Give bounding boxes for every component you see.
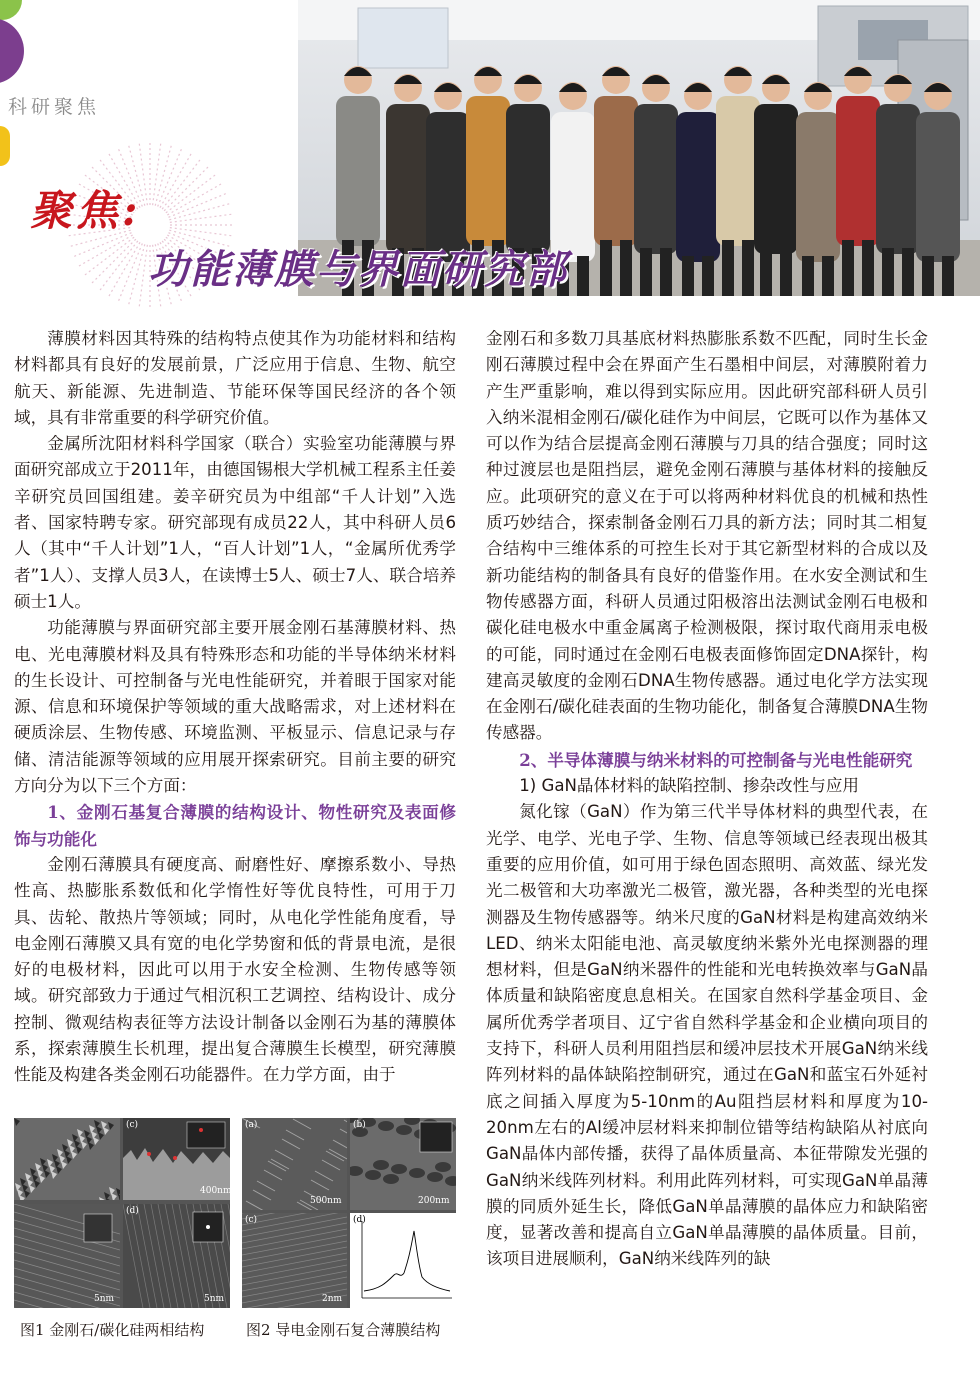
figure-1-caption: 图1 金刚石/碳化硅两相结构	[20, 1321, 205, 1339]
figure-2-scale-2nm: 2nm	[322, 1294, 343, 1304]
figure-2-label-b: (b)	[353, 1120, 366, 1130]
article-right-column	[486, 326, 928, 1273]
figure-1-scale-400nm: 400nm	[200, 1186, 232, 1196]
figure-1-label-c: (c)	[126, 1120, 139, 1130]
figure-1-scale-5nm-right: 5nm	[204, 1294, 225, 1304]
figure-1-panel-d	[123, 1204, 230, 1308]
figure-1-label-d: (d)	[126, 1206, 139, 1216]
paragraph-history: 金属所沈阳材料科学国家（联合）实验室功能薄膜与界面研究部成立于2011年，由德国锡根大学机械工程系主任姜辛研究员回国组建。姜辛研究员为中组部“千人计划”入选者、国家特聘专家。研究部现有成员22人，其中科研人员6人（其中“千人计划”1人，“百人计划”1人，“金属所优秀学者”1人）、支撑人员3人，在读博士5人、硕士7人、联合培养硕士1人。	[14, 434, 456, 611]
heading-direction-1: 1、金刚石基复合薄膜的结构设计、物性研究及表面修饰与功能化	[14, 802, 456, 849]
logo-accent-green	[0, 0, 22, 20]
figure-2-scale-200nm: 200nm	[418, 1196, 450, 1206]
page-title: 功能薄膜与界面研究部	[148, 246, 568, 293]
paragraph-gan: 氮化镓（GaN）作为第三代半导体材料的典型代表，在光学、电学、光电子学、生物、信息等领域已经表现出极其重要的应用价值，如可用于绿色固态照明、高效蓝、绿光发光二极管和大功率激光二极管，激光器，各种类型的光电探测器及生物传感器等。纳米尺度的GaN材料是构建高效纳米LED、纳米太阳能电池、高灵敏度纳米紫外光电探测器的理想材料，但是GaN纳米器件的性能和光电转换效率与GaN晶体质量和缺陷密度息息相关。在国家自然科学基金项目、金属所优秀学者项目、辽宁省自然科学基金和企业横向项目的支持下，科研人员利用阻挡层和缓冲层技术开展GaN纳米线阵列材料的晶体缺陷控制研究，通过在GaN和蓝宝石外延衬底之间插入厚度为5-10nm的Au阻挡层材料和厚度为10-20nm左右的Al缓冲层材料来抑制位错等结构缺陷从衬底向GaN晶体内部传播，获得了晶体质量高、本征带隙发光强的GaN纳米线阵列材料。利用此阵列材料，可实现GaN单晶薄膜的同质外延生长，降低GaN单晶薄膜的晶体应力和缺陷密度，显著改善和提高自立GaN单晶薄膜的晶体质量。目前，该项目进展顺利，GaN纳米线阵列的缺	[486, 802, 928, 1269]
page-title-prefix: 聚焦:	[30, 186, 142, 235]
logo-accent-purple	[0, 18, 30, 84]
figure-1-panel-a	[14, 1118, 120, 1200]
paragraph-diamond-cont: 金刚石和多数刀具基底材料热膨胀系数不匹配，同时生长金刚石薄膜过程中会在界面产生石墨相中间层，对薄膜附着力产生严重影响，难以得到实际应用。因此研究部科研人员引入纳米混相金刚石/碳化硅作为中间层，它既可以作为基体又可以作为结合层提高金刚石薄膜与刀具的结合强度；同时这种过渡层也是阻挡层，避免金刚石薄膜与基体材料的接触反应。此项研究的意义在于可以将两种材料优良的机械和热性质巧妙结合，探索制备金刚石刀具的新方法；同时其二相复合结构中三维体系的可控生长对于其它新型材料的合成以及新功能结构的制备具有良好的借鉴作用。在水安全测试和生物传感器方面，科研人员通过阳极溶出法测试金刚石电极和碳化硅电极水中重金属离子检测极限，探讨取代商用汞电极的可能，同时通过在金刚石电极表面修饰固定DNA探针，构建高灵敏度的金刚石DNA生物传感器。通过电化学方法实现在金刚石/碳化硅表面的生物功能化，制备复合薄膜DNA生物传感器。	[486, 329, 928, 743]
paragraph-intro: 薄膜材料因其特殊的结构特点使其作为功能材料和结构材料都具有良好的发展前景，广泛应用于信息、生物、航空航天、新能源、先进制造、节能环保等国民经济的各个领域，具有非常重要的科学研究价值。	[14, 329, 456, 427]
figure-1	[14, 1118, 230, 1308]
section-label: 科研聚焦	[8, 96, 101, 118]
article-left-column	[14, 326, 456, 1089]
figure-2-label-a: (a)	[245, 1120, 258, 1130]
figure-2-label-d: (d)	[353, 1215, 366, 1225]
subheading-gan: 1) GaN晶体材料的缺陷控制、掺杂改性与应用	[519, 776, 860, 796]
paragraph-scope: 功能薄膜与界面研究部主要开展金刚石基薄膜材料、热电、光电薄膜材料及具有特殊形态和功能的半导体纳米材料的生长设计、可控制备与光电性能研究，并着眼于国家对能源、信息和环境保护等领域的重大战略需求，对上述材料在硬质涂层、生物传感、环境监测、平板显示、信息记录与存储、清洁能源等领域的应用展开探索研究。目前主要的研究方向分为以下三个方面：	[14, 618, 456, 796]
figure-2-label-c: (c)	[245, 1215, 258, 1225]
figure-2-panel-d	[350, 1213, 456, 1308]
figure-1-panel-b	[14, 1204, 120, 1308]
figure-2	[242, 1118, 456, 1308]
heading-direction-2: 2、半导体薄膜与纳米材料的可控制备与光电性能研究	[519, 749, 913, 770]
paragraph-diamond: 金刚石薄膜具有硬度高、耐磨性好、摩擦系数小、导热性高、热膨胀系数低和化学惰性好等优良特性，可用于刀具、齿轮、散热片等领域；同时，从电化学性能角度看，导电金刚石薄膜又具有宽的电化学势窗和低的背景电流，是很好的电极材料，因此可以用于水安全检测、生物传感等领域。研究部致力于通过气相沉积工艺调控、结构设计、成分控制、微观结构表征等方法设计制备以金刚石为基的薄膜体系，探索薄膜生长机理，提出复合薄膜生长模型，研究薄膜性能及构建各类金刚石功能器件。在力学方面，由于	[14, 854, 456, 1085]
figure-2-scale-500nm: 500nm	[310, 1196, 342, 1206]
figure-2-caption: 图2 导电金刚石复合薄膜结构	[246, 1321, 441, 1339]
figure-1-scale-5nm-left: 5nm	[94, 1294, 115, 1304]
